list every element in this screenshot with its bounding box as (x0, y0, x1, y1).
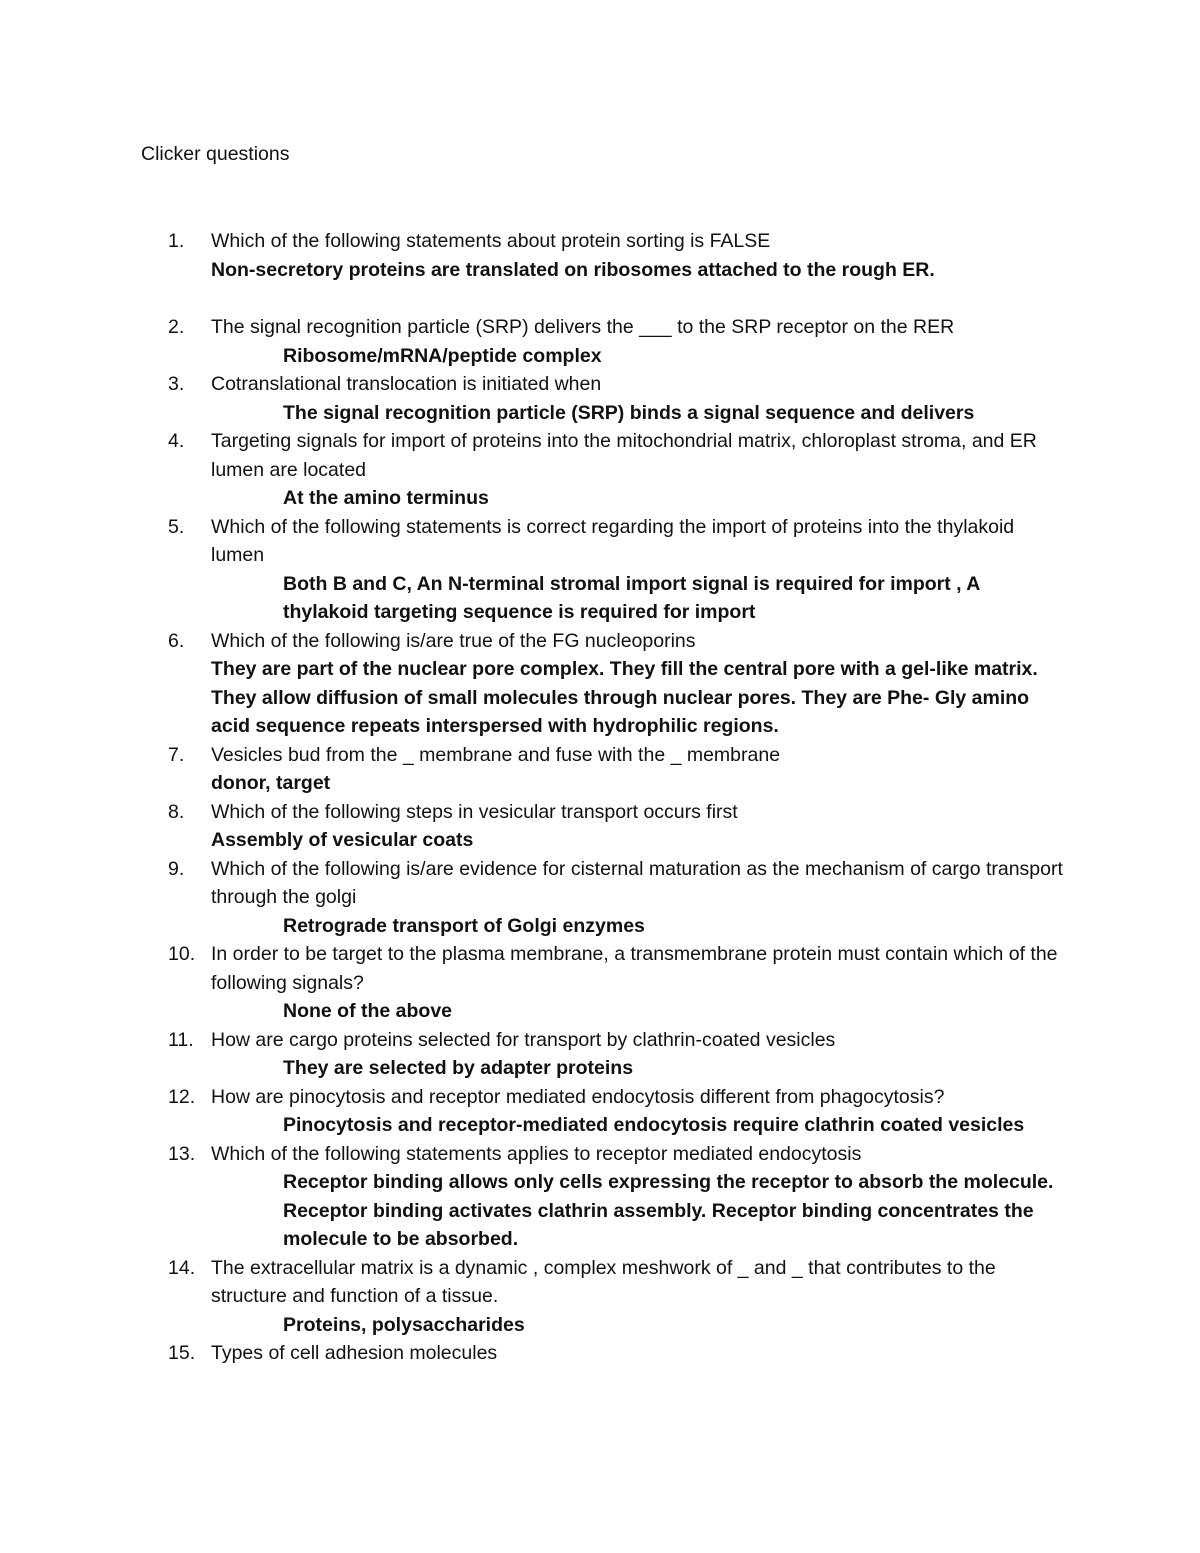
question-text: Targeting signals for import of proteins into the mitochondrial matrix, chloroplast stroma, and ER lumen are located (211, 430, 1037, 481)
answer-text: donor, target (211, 772, 331, 794)
question-number: 10. (168, 943, 196, 965)
question-number: 6. (168, 629, 185, 652)
question-item (168, 427, 1068, 513)
question-text: How are pinocytosis and receptor mediated endocytosis different from phagocytosis? (211, 1085, 945, 1108)
answer-text: They are part of the nuclear pore complex. They fill the central pore with a gel-like matrix. They allow diffusion of small molecules through nuclear pores. They are Phe- Gly amino acid sequence repeats interspersed with hydrophilic regions. (211, 658, 1038, 737)
question-text: The extracellular matrix is a dynamic , complex meshwork of _ and _ that contributes to the structure and function of a tissue. (211, 1256, 996, 1307)
answer-text: Retrograde transport of Golgi enzymes (283, 914, 645, 937)
answer-text: Both B and C, An N-terminal stromal import signal is required for import , A thylakoid targeting sequence is required for import (283, 572, 980, 623)
question-list (168, 227, 1068, 1368)
spacer (168, 284, 1068, 313)
question-number: 1. (168, 230, 185, 252)
question-item (168, 1254, 1068, 1340)
question-item (168, 855, 1068, 941)
question-item (168, 741, 1068, 798)
question-text: Vesicles bud from the _ membrane and fuse with the _ membrane (211, 743, 781, 766)
question-text: The signal recognition particle (SRP) delivers the ___ to the SRP receptor on the RER (211, 316, 955, 338)
question-item (168, 227, 1068, 284)
question-text: Which of the following is/are evidence for cisternal maturation as the mechanism of cargo transport through the golgi (211, 857, 1063, 908)
question-number: 4. (168, 430, 185, 452)
question-number: 7. (168, 743, 185, 766)
answer-text: Ribosome/mRNA/peptide complex (283, 344, 602, 367)
answer-text: None of the above (283, 1000, 453, 1022)
question-number: 3. (168, 373, 185, 395)
question-text: Which of the following statements about protein sorting is FALSE (211, 230, 771, 252)
question-item (168, 798, 1068, 855)
question-item (168, 513, 1068, 627)
question-item (168, 940, 1068, 1026)
question-number: 12. (168, 1085, 196, 1108)
question-number: 14. (168, 1256, 196, 1279)
question-number: 8. (168, 800, 185, 823)
question-text: Which of the following statements is correct regarding the import of proteins into the thylakoid lumen (211, 515, 1015, 566)
question-number: 5. (168, 515, 185, 538)
answer-text: Assembly of vesicular coats (211, 829, 474, 851)
question-item (168, 1140, 1068, 1254)
question-text: Types of cell adhesion molecules (211, 1342, 498, 1364)
question-text: Which of the following steps in vesicular transport occurs first (211, 800, 738, 823)
question-item (168, 627, 1068, 741)
question-text: Which of the following is/are true of the FG nucleoporins (211, 629, 696, 652)
question-item (168, 313, 1068, 370)
question-number: 15. (168, 1342, 196, 1364)
answer-text: Pinocytosis and receptor-mediated endocytosis require clathrin coated vesicles (283, 1114, 1025, 1136)
question-item (168, 1339, 1068, 1368)
question-text: In order to be target to the plasma membrane, a transmembrane protein must contain which of the following signals? (211, 943, 1058, 994)
question-number: 9. (168, 857, 185, 880)
question-number: 2. (168, 316, 185, 338)
question-number: 13. (168, 1142, 196, 1165)
answer-text: At the amino terminus (283, 487, 489, 509)
question-text: Cotranslational translocation is initiated when (211, 373, 602, 395)
page-title: Clicker questions (141, 143, 290, 165)
question-text: Which of the following statements applies to receptor mediated endocytosis (211, 1142, 862, 1165)
question-item (168, 370, 1068, 427)
answer-text: Non-secretory proteins are translated on ribosomes attached to the rough ER. (211, 258, 935, 281)
question-item (168, 1026, 1068, 1083)
answer-text: Receptor binding allows only cells expressing the receptor to absorb the molecule. Receptor binding activates clathrin assembly. Receptor binding concentrates the molecule to be absorbed. (283, 1171, 1054, 1250)
answer-text: Proteins, polysaccharides (283, 1313, 525, 1336)
question-number: 11. (168, 1028, 194, 1051)
answer-text: The signal recognition particle (SRP) binds a signal sequence and delivers (283, 401, 975, 424)
answer-text: They are selected by adapter proteins (283, 1057, 634, 1079)
question-item (168, 1083, 1068, 1140)
question-text: How are cargo proteins selected for transport by clathrin-coated vesicles (211, 1028, 836, 1051)
